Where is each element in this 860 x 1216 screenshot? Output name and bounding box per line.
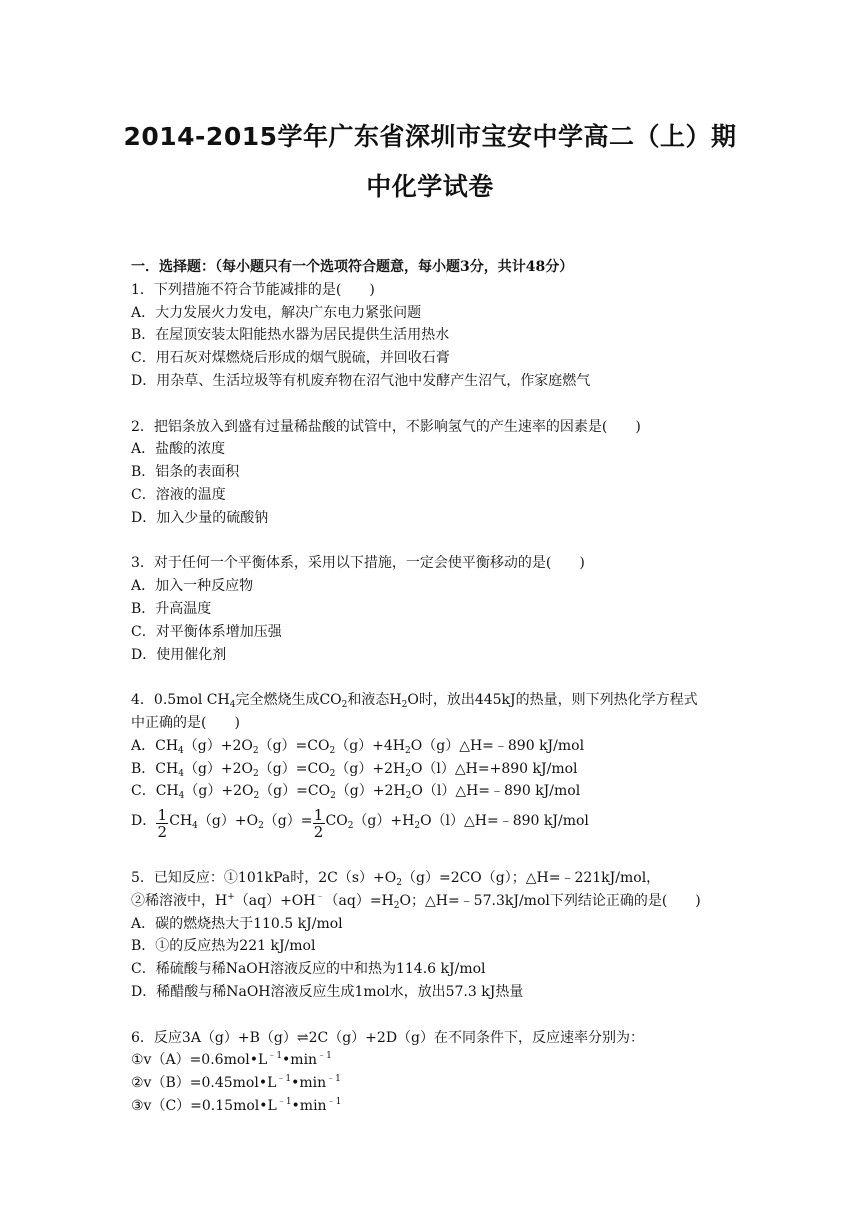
question-3-option-a: A．加入一种反应物 <box>131 578 254 595</box>
question-1-option-c: C．用石灰对煤燃烧后形成的烟气脱硫，并回收石膏 <box>131 350 450 367</box>
question-6-rate-1: $①v(A)=0.6mol•L^{﹣1}•\min^{﹣1}$ <box>131 1051 332 1069</box>
fraction-half-1: $\frac{1}{2}$ <box>157 806 167 842</box>
exam-title <box>0 112 860 212</box>
section-heading: 一．选择题：（每小题只有一个选项符合题意，每小题3分，共计48分） <box>131 259 574 275</box>
question-2 <box>131 416 751 530</box>
question-4-option-d: D． $\frac{1}{2}$ $CH_4(g)+O_2(g)=$ $\frac{1}{2}$ $CO_2(g)+H_2O(l)\triangle H=﹣890$ kJ/mol <box>131 806 589 842</box>
question-1-option-a: A．大力发展火力发电，解决广东电力紧张问题 <box>131 304 422 321</box>
question-2-option-c: C．溶液的温度 <box>131 486 226 503</box>
title-line-2: 中化学试卷 <box>366 172 494 201</box>
question-4-option-a: A．$CH_4(g)+2O_2(g)=CO_2(g)+4H_2O(g)\triangle H=﹣890$ kJ/mol <box>131 737 585 756</box>
question-1 <box>131 279 751 393</box>
question-6-stem: 6．反应3A（g）+B（g）⇌2C（g）+2D（g）在不同条件下，反应速率分别为： <box>131 1029 645 1046</box>
exam-content <box>131 256 751 1118</box>
question-5-option-c: C．稀硫酸与稀NaOH溶液反应的中和热为114.6 kJ/mol <box>131 961 486 978</box>
question-2-stem: 2．把铝条放入到盛有过量稀盐酸的试管中，不影响氢气的产生速率的因素是( ) <box>131 418 641 435</box>
question-2-option-d: D．加入少量的硫酸钠 <box>131 509 269 526</box>
question-1-option-d: D．用杂草、生活垃圾等有机废弃物在沼气池中发酵产生沼气，作家庭燃气 <box>131 372 591 389</box>
question-4-stem: 4．0.5mol $CH_4$完全燃烧生成$CO_2$和液态$H_2O$时，放出445kJ的热量，则下列热化学方程式 <box>131 692 698 711</box>
question-4-option-b: B．$CH_4(g)+2O_2(g)=CO_2(g)+2H_2O(l)\triangle H=+890$ kJ/mol <box>131 760 578 779</box>
question-6-rate-2: $②v(B)=0.45mol•L^{﹣1}•\min^{﹣1}$ <box>131 1074 341 1092</box>
question-5-stem-cont: ②稀溶液中，$H^+(aq)+OH^﹣(aq)=H_2O$；△H=﹣57.3kJ/mol下列结论正确的是( ) <box>131 891 701 911</box>
question-2-option-b: B．铝条的表面积 <box>131 464 240 481</box>
question-3 <box>131 552 751 666</box>
question-5-option-a: A．碳的燃烧热大于110.5 kJ/mol <box>131 915 343 932</box>
title-line-1: 2014-2015学年广东省深圳市宝安中学高二（上）期 <box>123 122 737 151</box>
question-3-option-d: D．使用催化剂 <box>131 646 227 663</box>
question-5-option-b: B．①的反应热为221 kJ/mol <box>131 938 316 955</box>
question-1-option-b: B．在屋顶安装太阳能热水器为居民提供生活用热水 <box>131 327 450 344</box>
question-6-rate-3: $③v(C)=0.15mol•L^{﹣1}•\min^{﹣1}$ <box>131 1096 342 1114</box>
question-3-option-b: B．升高温度 <box>131 600 212 617</box>
question-1-stem: 1．下列措施不符合节能减排的是( ) <box>131 281 375 298</box>
question-2-option-a: A．盐酸的浓度 <box>131 441 226 458</box>
question-6 <box>131 1027 751 1118</box>
question-4-stem-cont: 中正确的是( ) <box>131 714 240 731</box>
question-4-option-c: C．$CH_4(g)+2O_2(g)=CO_2(g)+2H_2O(l)\triangle H=﹣890$ kJ/mol <box>131 783 581 802</box>
question-5-stem: 5．已知反应：①101kPa时，$2C(s)+O_2(g)=2CO(g)$；△H=﹣221kJ/mol， <box>131 869 661 888</box>
question-4 <box>131 689 751 840</box>
fraction-half-2: $\frac{1}{2}$ <box>313 806 324 842</box>
question-3-stem: 3．对于任何一个平衡体系，采用以下措施，一定会使平衡移动的是( ) <box>131 555 585 572</box>
question-5 <box>131 867 751 1004</box>
question-3-option-c: C．对平衡体系增加压强 <box>131 623 282 640</box>
question-5-option-d: D．稀醋酸与稀NaOH溶液反应生成1mol水，放出57.3 kJ热量 <box>131 983 524 1000</box>
